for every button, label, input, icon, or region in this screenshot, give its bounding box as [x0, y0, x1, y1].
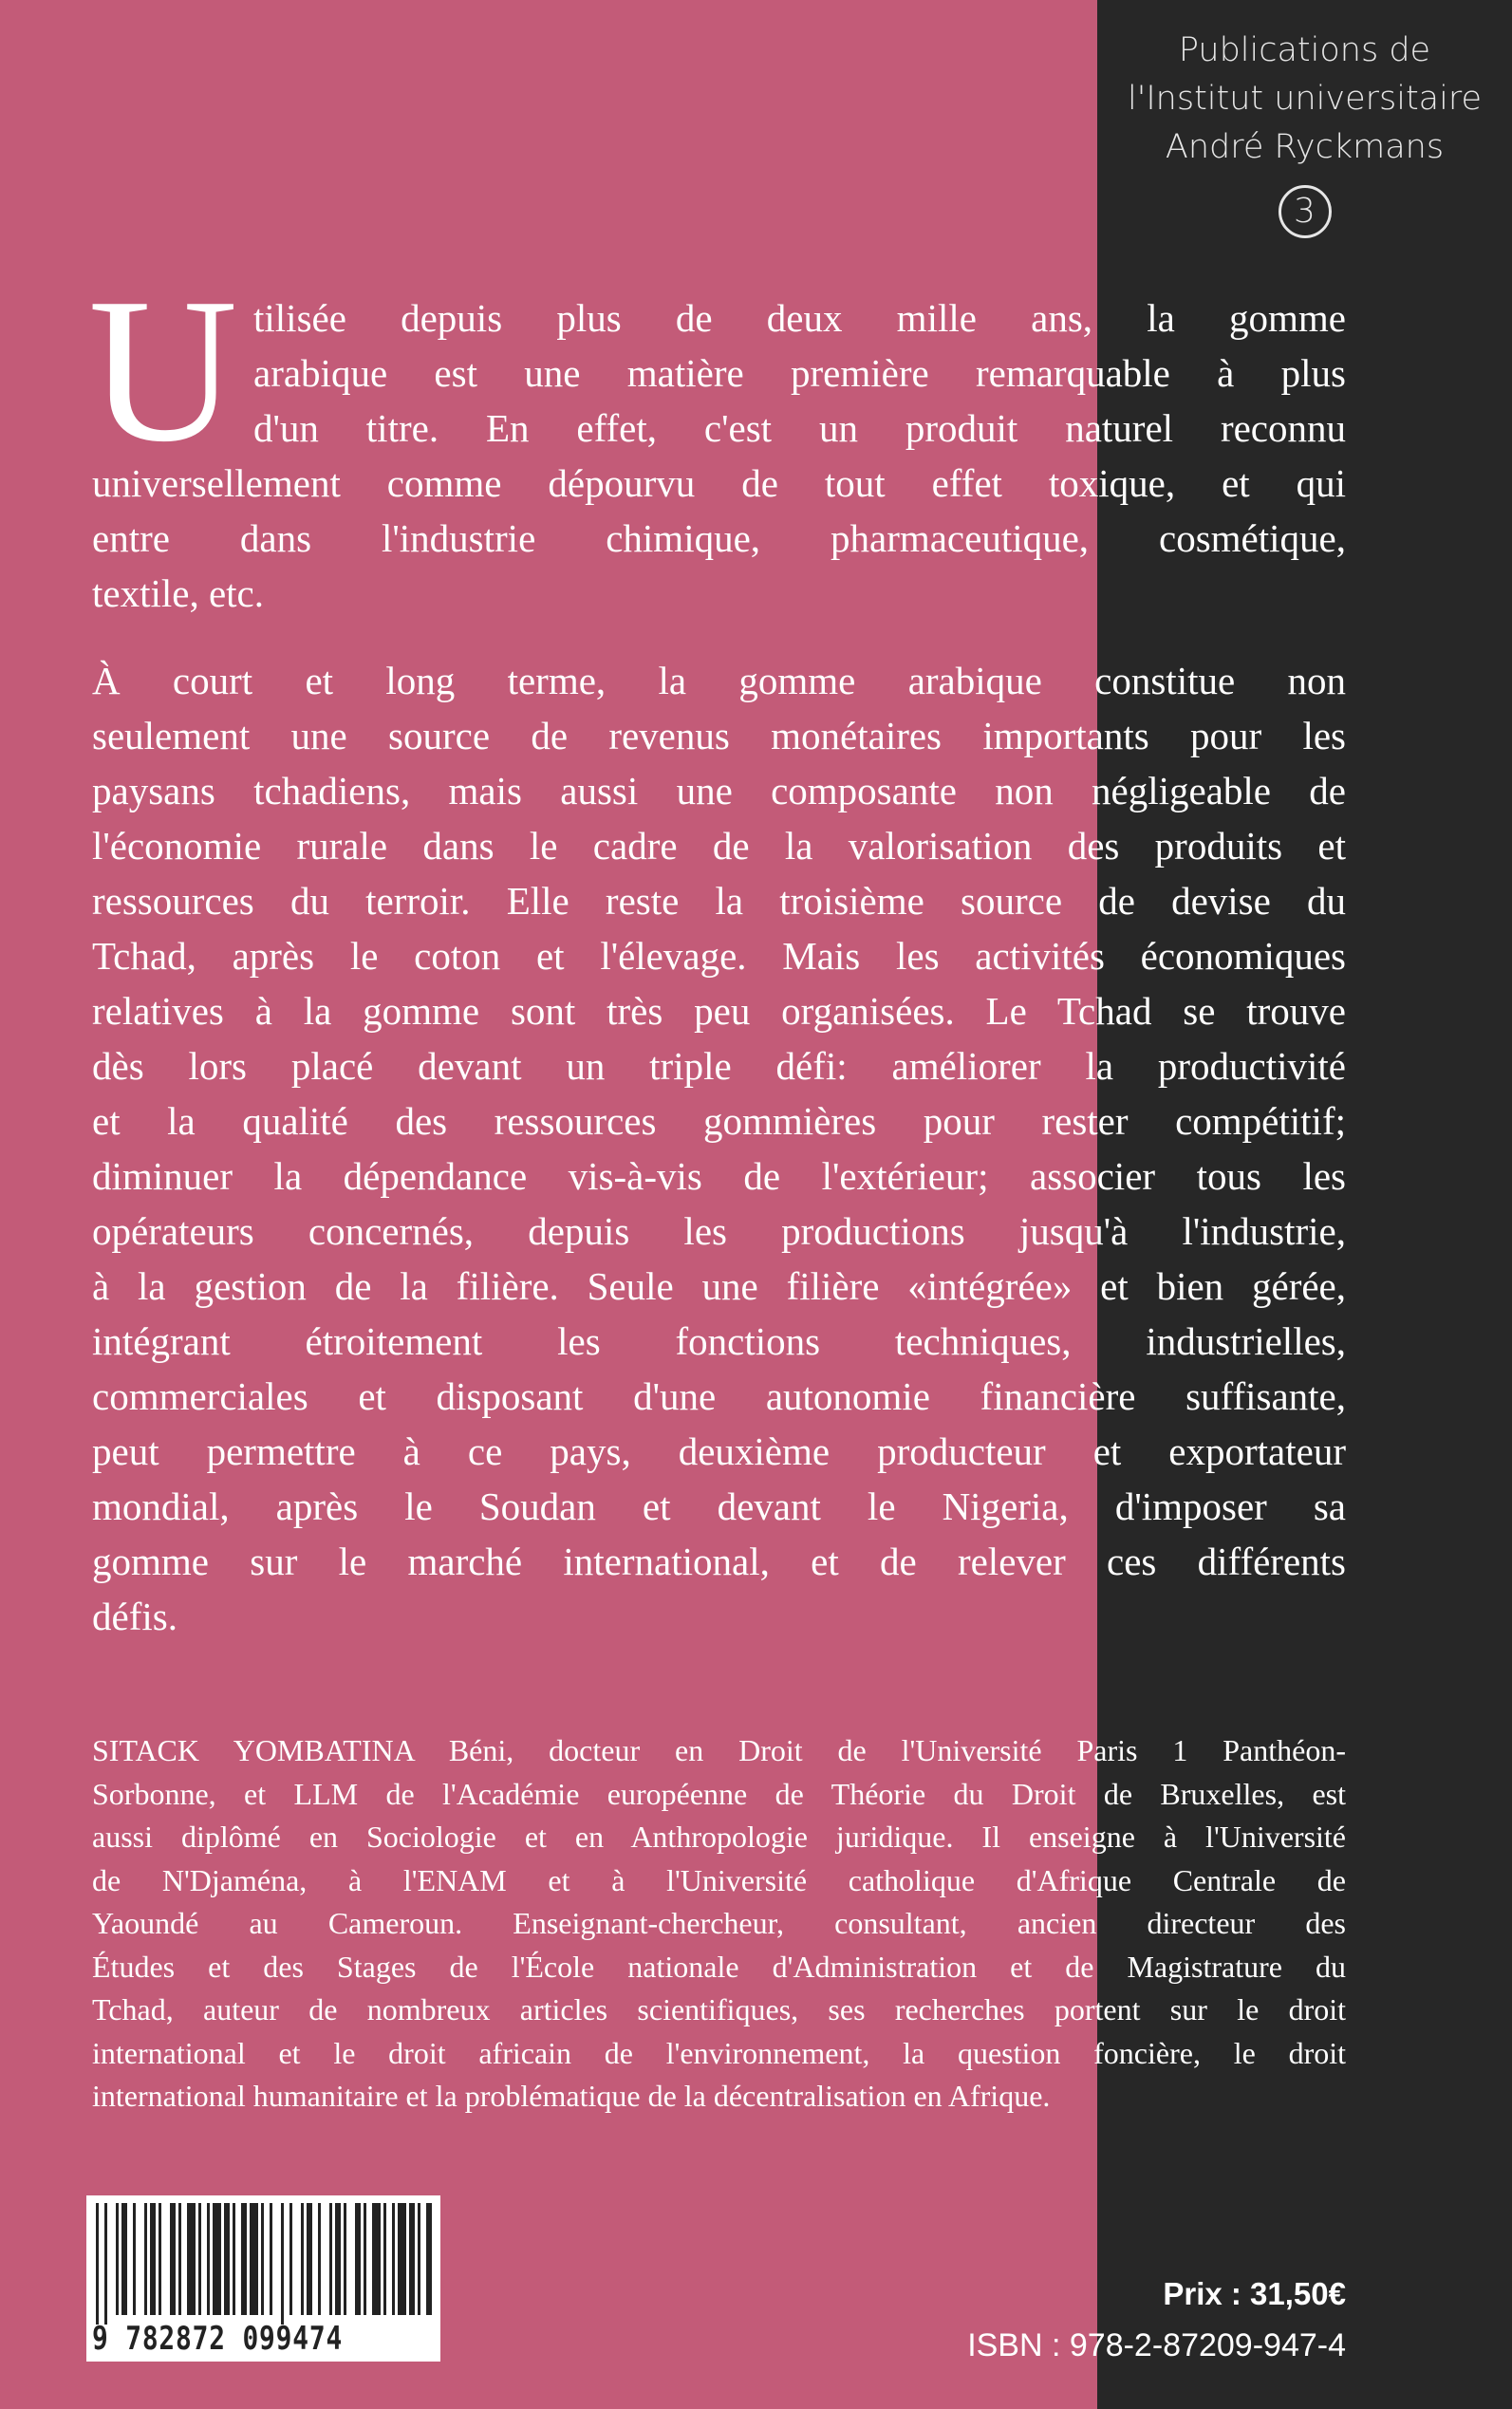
text-line: Tchad, auteur de nombreux articles scientifiques, ses recherches portent sur le droit — [92, 1992, 1346, 2026]
barcode-bar — [355, 2203, 361, 2315]
blurb-paragraph-1 — [92, 290, 1346, 621]
text-line: intégrant étroitement les fonctions techniques, industrielles, — [92, 1319, 1346, 1363]
barcode-bar — [233, 2203, 235, 2315]
barcode-bar — [96, 2203, 99, 2325]
text-line: gomme sur le marché international, et de relever ces différents — [92, 1540, 1346, 1583]
text-line: à la gestion de la filière. Seule une filière «intégrée» et bien gérée, — [92, 1264, 1346, 1308]
barcode-bar — [213, 2203, 221, 2315]
text-line: de N'Djaména, à l'ENAM et à l'Université catholique d'Afrique Centrale de — [92, 1862, 1346, 1897]
barcode-bar — [398, 2203, 406, 2315]
barcode-bar — [383, 2203, 386, 2315]
text-line: textile, etc. — [92, 571, 264, 615]
barcode-bar — [170, 2203, 176, 2315]
barcode-bar — [144, 2203, 147, 2315]
text-line: défis. — [92, 1595, 177, 1638]
barcode-bar — [261, 2203, 264, 2315]
blurb-paragraph-2 — [92, 653, 1346, 1644]
series-title — [1097, 27, 1512, 238]
text-line: peut permettre à ce pays, deuxième producteur et exportateur — [92, 1429, 1346, 1473]
barcode-bar — [329, 2203, 332, 2315]
barcode-bar — [241, 2203, 247, 2315]
series-line-1: Publications de — [1178, 31, 1431, 69]
barcode-bar — [426, 2203, 432, 2315]
author-bio — [92, 1729, 1346, 2119]
barcode-bar — [133, 2203, 136, 2315]
text-line: l'économie rurale dans le cadre de la valorisation des produits et — [92, 824, 1346, 868]
series-line-2: l'Institut universitaire — [1127, 80, 1483, 118]
barcode-bar — [344, 2203, 346, 2315]
barcode-bar — [409, 2203, 415, 2315]
text-line: international et le droit africain de l'environnement, la question foncière, le droit — [92, 2035, 1346, 2070]
barcode-bar — [270, 2203, 272, 2315]
barcode-bar — [207, 2203, 210, 2315]
text-line: paysans tchadiens, mais aussi une composante non négligeable de — [92, 769, 1346, 812]
text-line: seulement une source de revenus monétaires importants pour les — [92, 714, 1346, 757]
barcode-bar — [150, 2203, 156, 2315]
text-line: opérateurs concernés, depuis les productions jusqu'à l'industrie, — [92, 1209, 1346, 1253]
text-line: commerciales et disposant d'une autonomie financière suffisante, — [92, 1374, 1346, 1418]
barcode-digits: 9 782872 099474 — [92, 2320, 344, 2358]
text-line: tilisée depuis plus de deux mille ans, la gomme — [253, 296, 1346, 340]
text-line: À court et long terme, la gomme arabique constitue non — [92, 659, 1346, 702]
text-line: aussi diplômé en Sociologie et en Anthropologie juridique. Il enseigne à l'Université — [92, 1820, 1346, 1854]
text-line: relatives à la gomme sont très peu organisées. Le Tchad se trouve — [92, 989, 1346, 1033]
text-line: Yaoundé au Cameroun. Enseignant-chercheur, consultant, ancien directeur des — [92, 1906, 1346, 1940]
barcode-bar — [301, 2203, 304, 2315]
text-line: diminuer la dépendance vis-à-vis de l'extérieur; associer tous les — [92, 1154, 1346, 1198]
drop-cap: U — [88, 256, 238, 485]
text-line: dès lors placé devant un triple défi: améliorer la productivité — [92, 1044, 1346, 1088]
barcode-bar — [104, 2203, 107, 2325]
series-number-circle: 3 — [1279, 185, 1332, 238]
barcode-bars — [96, 2203, 433, 2325]
text-line: mondial, après le Soudan et devant le Nigeria, d'imposer sa — [92, 1485, 1346, 1528]
barcode-bar — [187, 2203, 196, 2315]
barcode-bar — [198, 2203, 201, 2315]
barcode-bar — [307, 2203, 312, 2315]
text-line: universellement comme dépourvu de tout effet toxique, et qui — [92, 461, 1346, 505]
barcode-bar — [178, 2203, 181, 2315]
barcode-bar — [250, 2203, 258, 2315]
text-line: SITACK YOMBATINA Béni, docteur en Droit de l'Université Paris 1 Panthéon- — [92, 1733, 1346, 1767]
text-line: Études et des Stages de l'École nationale d'Administration et de Magistrature du — [92, 1949, 1346, 1984]
text-line: international humanitaire et la problématique de la décentralisation en Afrique. — [92, 2079, 1051, 2113]
text-line: et la qualité des ressources gommières pour rester compétitif; — [92, 1099, 1346, 1143]
barcode-bar — [392, 2203, 395, 2315]
text-line: ressources du terroir. Elle reste la troisième source de devise du — [92, 879, 1346, 923]
text-line: entre dans l'industrie chimique, pharmaceutique, cosmétique, — [92, 516, 1346, 560]
barcode-bar — [224, 2203, 230, 2315]
isbn: ISBN : 978-2-87209-947-4 — [967, 2327, 1346, 2363]
price: Prix : 31,50€ — [1163, 2276, 1346, 2311]
series-line-3: André Ryckmans — [1165, 128, 1445, 166]
barcode-bar — [159, 2203, 161, 2315]
barcode-bar — [418, 2203, 420, 2315]
text-line: Tchad, après le coton et l'élevage. Mais les activités économiques — [92, 934, 1346, 978]
barcode-bar — [281, 2203, 284, 2325]
barcode-bar — [121, 2203, 127, 2315]
barcode-bar — [318, 2203, 321, 2315]
barcode-bar — [364, 2203, 366, 2315]
barcode-bar — [289, 2203, 292, 2315]
text-line: Sorbonne, et LLM de l'Académie européenne de Théorie du Droit de Bruxelles, est — [92, 1776, 1346, 1811]
barcode-bar — [335, 2203, 341, 2315]
barcode-bar — [116, 2203, 119, 2315]
text-line: arabique est une matière première remarquable à plus — [253, 351, 1346, 395]
text-line: d'un titre. En effet, c'est un produit naturel reconnu — [253, 406, 1346, 450]
barcode-bar — [372, 2203, 381, 2315]
barcode — [86, 2195, 440, 2362]
